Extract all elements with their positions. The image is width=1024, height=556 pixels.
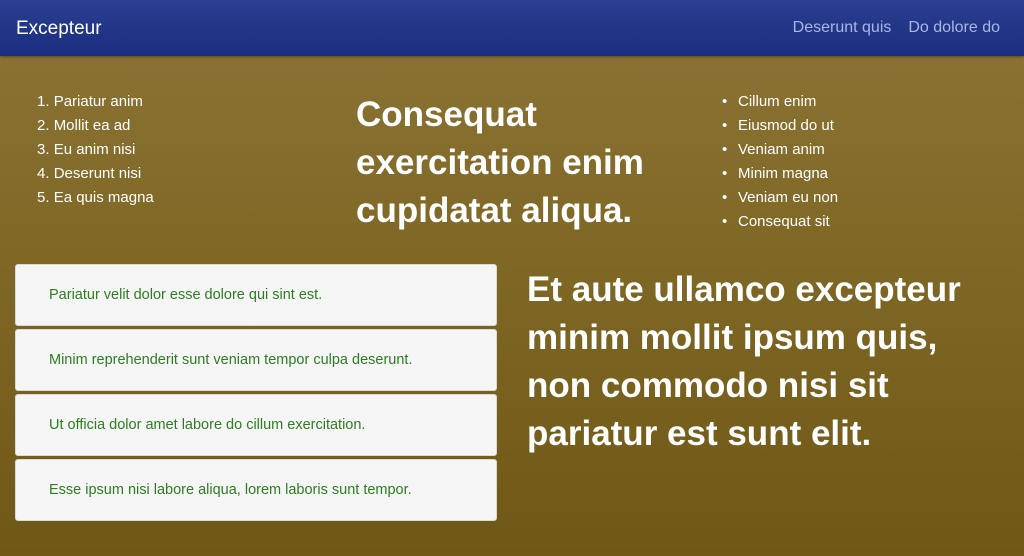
ordered-list-item: 2. Mollit ea ad	[37, 117, 131, 134]
unordered-list-item: • Veniam anim	[722, 138, 838, 162]
unordered-list	[722, 90, 838, 234]
unordered-list-item: • Minim magna	[722, 162, 838, 186]
unordered-list-item: • Cillum enim	[722, 90, 838, 114]
card-item: Esse ipsum nisi labore aliqua, lorem laboris sunt tempor.	[15, 459, 497, 521]
card-list	[15, 264, 497, 524]
main-heading: Consequat exercitation enim cupidatat aliqua.	[356, 95, 644, 230]
top-navbar	[0, 0, 1024, 56]
secondary-heading: Et aute ullamco excepteur minim mollit ipsum quis, non commodo nisi sit pariatur est sunt elit.	[527, 270, 961, 453]
ordered-list-item: 5. Ea quis magna	[37, 189, 154, 206]
nav-links	[793, 18, 1000, 38]
nav-link-do-dolore-do[interactable]: Do dolore do	[908, 19, 1000, 36]
unordered-list-item: • Veniam eu non	[722, 186, 838, 210]
card-item: Pariatur velit dolor esse dolore qui sint est.	[15, 264, 497, 326]
ordered-list-item: 1. Pariatur anim	[37, 93, 143, 110]
brand-link[interactable]: Excepteur	[16, 18, 102, 39]
nav-link-deserunt-quis[interactable]: Deserunt quis	[792, 19, 892, 36]
unordered-list-item: • Consequat sit	[722, 210, 838, 234]
ordered-list-item: 3. Eu anim nisi	[37, 141, 136, 158]
unordered-list-item: • Eiusmod do ut	[722, 114, 838, 138]
ordered-list-item: 4. Deserunt nisi	[37, 165, 142, 182]
card-item: Minim reprehenderit sunt veniam tempor culpa deserunt.	[15, 329, 497, 391]
ordered-list	[37, 90, 154, 210]
card-item: Ut officia dolor amet labore do cillum exercitation.	[15, 394, 497, 456]
